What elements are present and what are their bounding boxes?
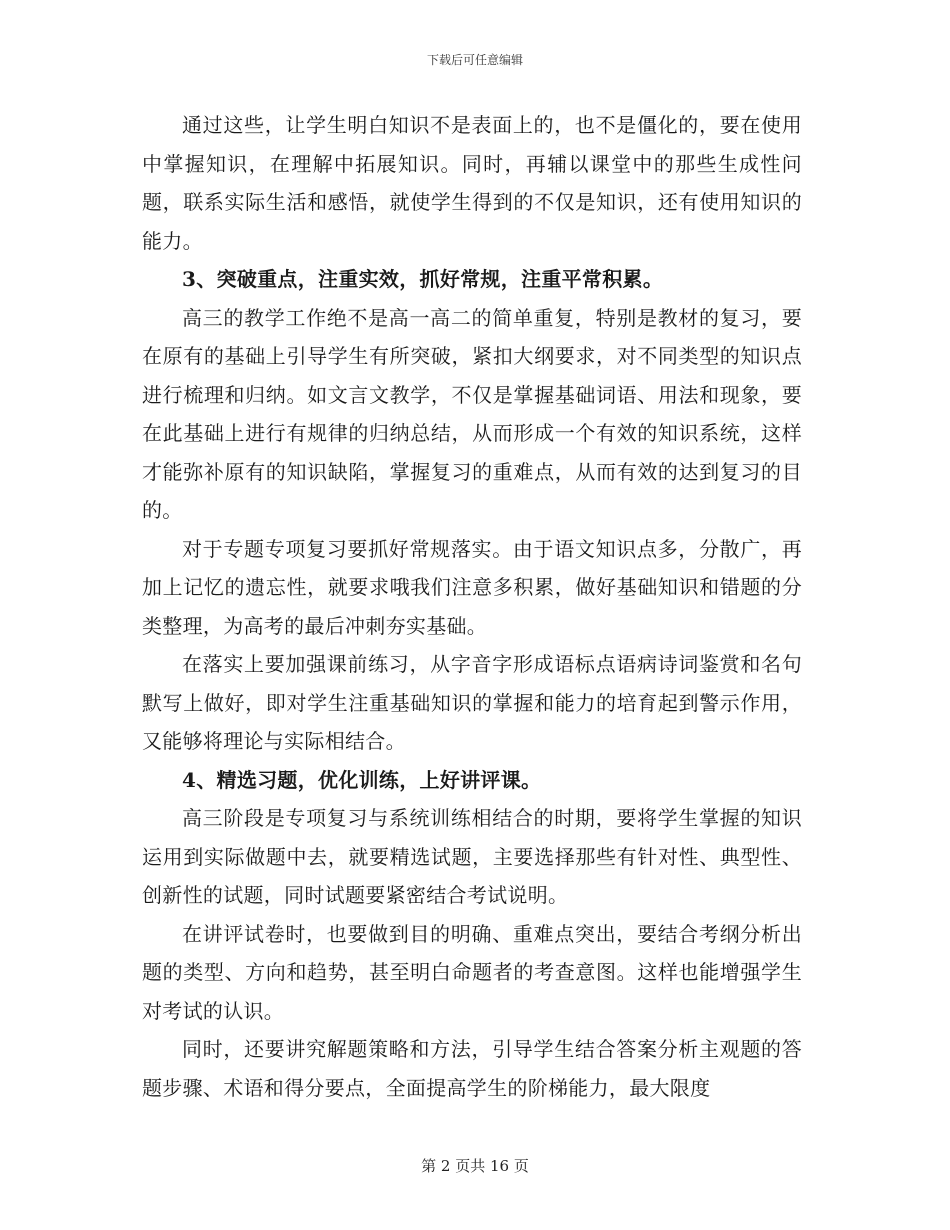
paragraph-2: 高三的教学工作绝不是高一高二的简单重复，特别是教材的复习，要在原有的基础上引导学生有所突破，紧扣大纲要求，对不同类型的知识点进行梳理和归纳。如文言文教学，不仅是掌握基础词语、用法和现象，要在此基础上进行有规律的归纳总结，从而形成一个有效的知识系统，这样才能弥补原有的知识缺陷，掌握复习的重难点，从而有效的达到复习的目的。 xyxy=(142,305,802,522)
paragraph-6: 在讲评试卷时，也要做到目的明确、重难点突出，要结合考纲分析出题的类型、方向和趋势，甚至明白命题者的考查意图。这样也能增强学生对考试的认识。 xyxy=(142,921,802,1023)
page-number-footer: 第 2 页共 16 页 xyxy=(421,1157,529,1175)
paragraph-4: 在落实上要加强课前练习，从字音字形成语标点语病诗词鉴赏和名句默写上做好，即对学生注重基础知识的掌握和能力的培育起到警示作用，又能够将理论与实际相结合。 xyxy=(142,652,802,753)
paragraph-7: 同时，还要讲究解题策略和方法，引导学生结合答案分析主观题的答题步骤、术语和得分要点，全面提高学生的阶梯能力，最大限度 xyxy=(142,1037,802,1100)
paragraph-3: 对于专题专项复习要抓好常规落实。由于语文知识点多，分散广，再加上记忆的遗忘性，就要求哦我们注意多积累，做好基础知识和错题的分类整理，为高考的最后冲刺夯实基础。 xyxy=(142,536,802,638)
section-heading-4: 4、精选习题，优化训练，上好讲评课。 xyxy=(182,767,542,792)
document-body xyxy=(142,106,802,1107)
section-heading-3: 3、突破重点，注重实效，抓好常规，注重平常积累。 xyxy=(182,267,664,291)
paragraph-5: 高三阶段是专项复习与系统训练相结合的时期，要将学生掌握的知识运用到实际做题中去，就要精选试题，主要选择那些有针对性、典型性、创新性的试题，同时试题要紧密结合考试说明。 xyxy=(142,806,802,907)
page-header: 下载后可任意编辑 xyxy=(426,53,523,67)
paragraph-1: 通过这些，让学生明白知识不是表面上的，也不是僵化的，要在使用中掌握知识，在理解中拓展知识。同时，再辅以课堂中的那些生成性问题，联系实际生活和感悟，就使学生得到的不仅是知识，还有使用知识的能力。 xyxy=(142,113,802,253)
